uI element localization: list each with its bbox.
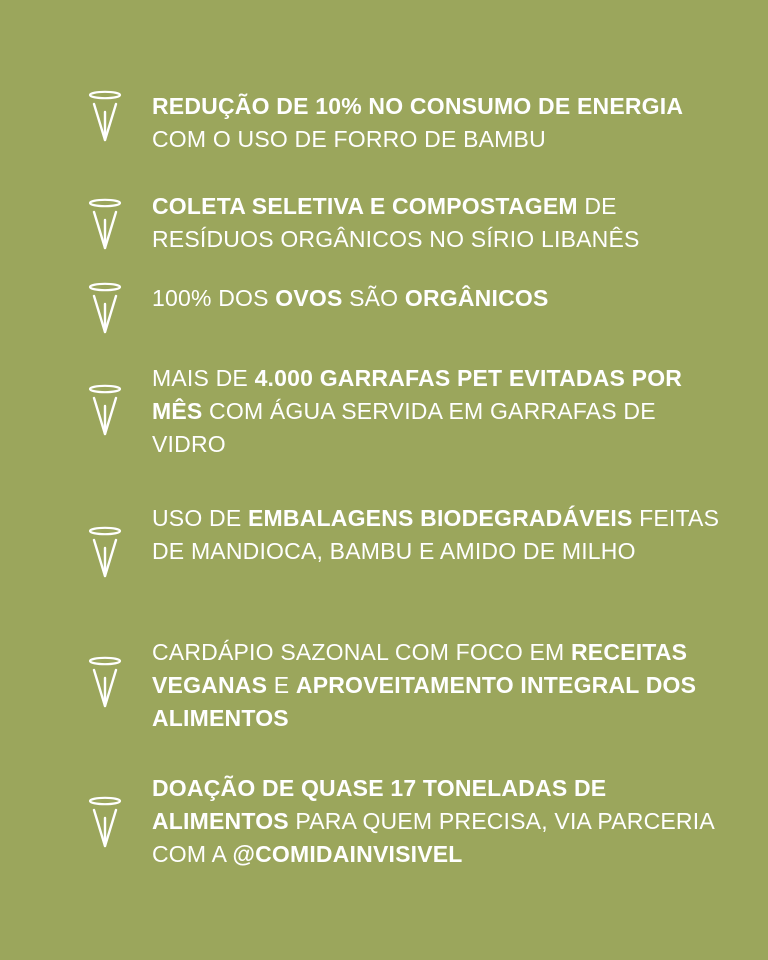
item-text xyxy=(152,502,722,568)
body-text: MAIS DE xyxy=(152,365,255,391)
item-text xyxy=(152,772,722,871)
highlight-text: OVOS xyxy=(275,285,343,311)
highlight-text: RECEITAS VEGANAS xyxy=(152,639,688,698)
body-text: FEITAS DE MANDIOCA, BAMBU E AMIDO DE MILHO xyxy=(152,505,720,564)
body-text: USO DE xyxy=(152,505,248,531)
highlight-text: APROVEITAMENTO INTEGRAL DOS ALIMENTOS xyxy=(152,672,697,731)
highlight-text: 4.000 GARRAFAS PET EVITADAS POR MÊS xyxy=(152,365,683,424)
sprout-icon xyxy=(86,382,124,442)
item-text xyxy=(152,282,722,315)
body-text: DE RESÍDUOS ORGÂNICOS NO SÍRIO LIBANÊS xyxy=(152,193,640,252)
body-text: 100% DOS xyxy=(152,285,276,311)
highlight-text: REDUÇÃO DE 10% NO CONSUMO DE ENERGIA xyxy=(152,93,684,119)
body-text: COM O USO DE FORRO DE BAMBU xyxy=(152,126,546,152)
body-text: CARDÁPIO SAZONAL COM FOCO EM xyxy=(152,639,571,665)
highlight-text: COLETA SELETIVA E COMPOSTAGEM xyxy=(152,193,578,219)
highlight-text: DOAÇÃO DE QUASE 17 TONELADAS DE ALIMENTOS xyxy=(152,775,607,834)
body-text: PARA QUEM PRECISA, VIA PARCERIA COM A xyxy=(152,808,714,867)
item-text xyxy=(152,636,722,735)
sprout-icon xyxy=(86,280,124,340)
sprout-icon xyxy=(86,524,124,584)
body-text: SÃO xyxy=(342,285,405,311)
highlight-text: ORGÂNICOS xyxy=(404,285,549,311)
highlight-text: @COMIDAINVISIVEL xyxy=(232,841,463,867)
sprout-icon xyxy=(86,196,124,256)
item-text xyxy=(152,362,722,461)
item-text xyxy=(152,190,722,256)
sprout-icon xyxy=(86,794,124,854)
item-text xyxy=(152,90,722,156)
sprout-icon xyxy=(86,88,124,148)
sprout-icon xyxy=(86,654,124,714)
body-text: COM ÁGUA SERVIDA EM GARRAFAS DE VIDRO xyxy=(152,398,656,457)
highlight-text: EMBALAGENS BIODEGRADÁVEIS xyxy=(247,505,633,531)
body-text: E xyxy=(267,672,296,698)
